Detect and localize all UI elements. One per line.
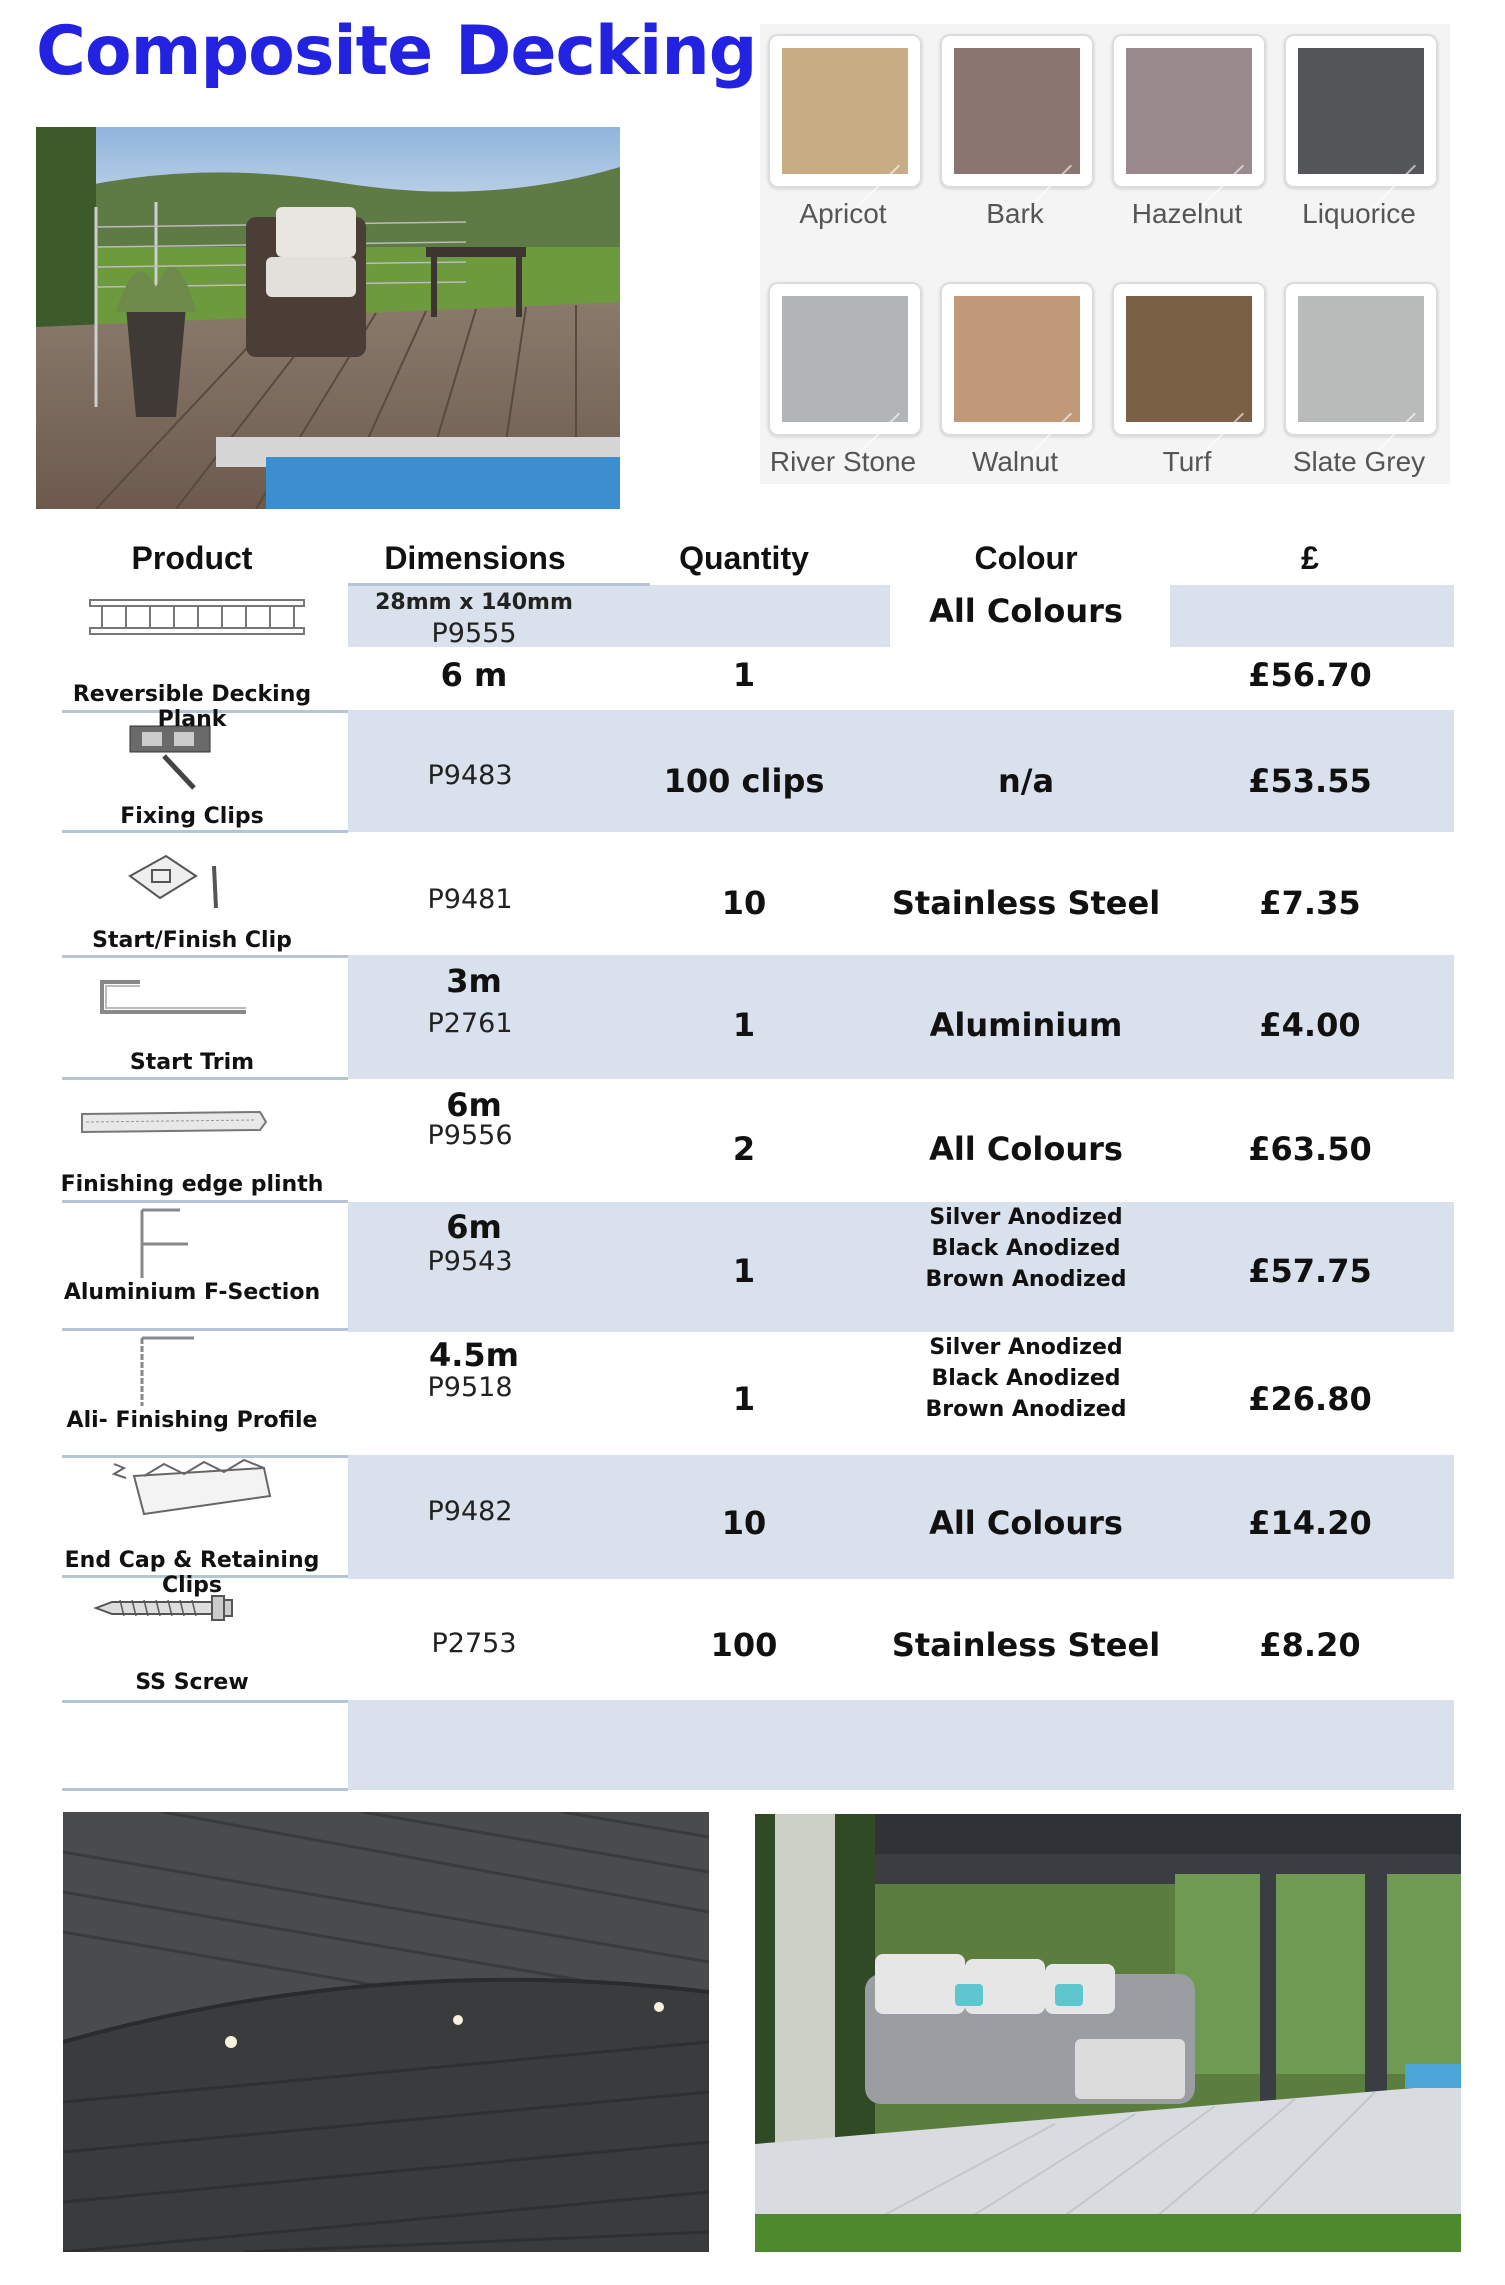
price: £4.00 [1259, 1006, 1361, 1044]
product-underline [62, 1328, 348, 1331]
price: £14.20 [1248, 1504, 1372, 1542]
product-underline [62, 830, 348, 833]
swatch-river-stone [768, 282, 922, 436]
quantity: 1 [732, 1252, 756, 1290]
product-underline [62, 1788, 348, 1791]
product-name: Ali- Finishing Profile [66, 1408, 318, 1433]
quantity: 1 [732, 1006, 756, 1044]
colour-option: Brown Anodized [925, 1267, 1127, 1292]
colour: All Colours [929, 592, 1123, 630]
product-underline [62, 1077, 348, 1080]
swatch-label-walnut: Walnut [971, 446, 1059, 477]
colour-option: Silver Anodized [929, 1335, 1123, 1360]
swatch-label-turf: Turf [1162, 446, 1212, 477]
price: £63.50 [1248, 1130, 1372, 1168]
swatch-label-river-stone: River Stone [769, 446, 917, 477]
product-underline [62, 1200, 348, 1203]
patio-sofa-photo [755, 1814, 1461, 2252]
price: £57.75 [1248, 1252, 1372, 1290]
colour: Stainless Steel [891, 884, 1161, 922]
product-code: P9483 [427, 760, 513, 791]
header-quantity: Quantity [679, 540, 809, 576]
end-cap-drawing [104, 1456, 276, 1534]
colour: All Colours [929, 1130, 1123, 1168]
swatch-label-hazelnut: Hazelnut [1131, 198, 1243, 229]
product-code: P9518 [427, 1372, 513, 1403]
quantity: 10 [721, 1504, 767, 1542]
swatch-slate-grey [1284, 282, 1438, 436]
colour: All Colours [929, 1504, 1123, 1542]
dim-length: 3m [446, 962, 502, 1000]
quantity: 1 [732, 1380, 756, 1418]
header-dimensions: Dimensions [384, 540, 566, 576]
band-row10 [348, 1700, 1454, 1790]
quantity: 10 [721, 884, 767, 922]
product-code: P9543 [427, 1246, 513, 1277]
swatch-label-apricot: Apricot [799, 198, 887, 229]
dim-length: 6m [446, 1208, 502, 1246]
colour-option: Black Anodized [931, 1236, 1121, 1261]
quantity: 100 clips [663, 762, 825, 800]
deck-garden-photo [36, 127, 620, 509]
price: £8.20 [1259, 1626, 1361, 1664]
start-finish-clip-drawing [126, 846, 226, 910]
quantity: 100 [710, 1626, 778, 1664]
f-section-drawing [136, 1206, 196, 1280]
colour-option: Black Anodized [931, 1366, 1121, 1391]
product-underline [62, 1700, 348, 1703]
product-name: Reversible Decking Plank [72, 682, 312, 732]
product-code: P9482 [427, 1496, 513, 1527]
dims-underline [348, 583, 650, 586]
price: £26.80 [1248, 1380, 1372, 1418]
product-code: P9481 [427, 884, 513, 915]
dim-size: 28mm x 140mm [375, 590, 573, 615]
header-price: £ [1301, 540, 1319, 576]
product-name: Aluminium F-Section [63, 1280, 321, 1305]
product-name: End Cap & Retaining Clips [64, 1548, 320, 1598]
quantity: 2 [732, 1130, 756, 1168]
product-name: Finishing edge plinth [60, 1172, 324, 1197]
dim-length: 6m [446, 1086, 502, 1124]
product-name: Start/Finish Clip [92, 928, 292, 953]
product-code: P2753 [431, 1628, 517, 1659]
swatch-label-bark: Bark [986, 198, 1044, 229]
swatch-turf [1112, 282, 1266, 436]
start-trim-drawing [96, 976, 252, 1018]
product-code: P9555 [431, 618, 517, 649]
colour: Aluminium [929, 1006, 1123, 1044]
swatch-bark [940, 34, 1094, 188]
quantity: 1 [732, 656, 756, 694]
product-code: P9556 [427, 1120, 513, 1151]
colour: n/a [997, 762, 1055, 800]
dark-decking-photo [63, 1812, 709, 2252]
product-name: Start Trim [129, 1050, 255, 1075]
swatch-label-liquorice: Liquorice [1302, 198, 1416, 229]
price: £7.35 [1259, 884, 1361, 922]
header-product: Product [131, 540, 253, 576]
price: £53.55 [1248, 762, 1372, 800]
swatch-liquorice [1284, 34, 1438, 188]
colour: Stainless Steel [891, 1626, 1161, 1664]
product-underline [62, 955, 348, 958]
product-code: P2761 [427, 1008, 513, 1039]
header-colour: Colour [974, 540, 1078, 576]
dim-length: 6 m [440, 656, 508, 694]
ali-profile-drawing [136, 1334, 198, 1408]
price: £56.70 [1248, 656, 1372, 694]
swatch-walnut [940, 282, 1094, 436]
colour-option: Brown Anodized [925, 1397, 1127, 1422]
swatch-apricot [768, 34, 922, 188]
product-name: Fixing Clips [120, 804, 264, 829]
swatch-label-slate-grey: Slate Grey [1292, 446, 1426, 477]
decking-plank-drawing [88, 596, 306, 638]
band-row1-price [1170, 585, 1454, 647]
finishing-plinth-drawing [80, 1108, 270, 1138]
product-name: SS Screw [135, 1670, 249, 1695]
dim-length: 4.5m [428, 1336, 520, 1374]
page-title: Composite Decking [36, 12, 757, 91]
colour-option: Silver Anodized [929, 1205, 1123, 1230]
swatch-hazelnut [1112, 34, 1266, 188]
